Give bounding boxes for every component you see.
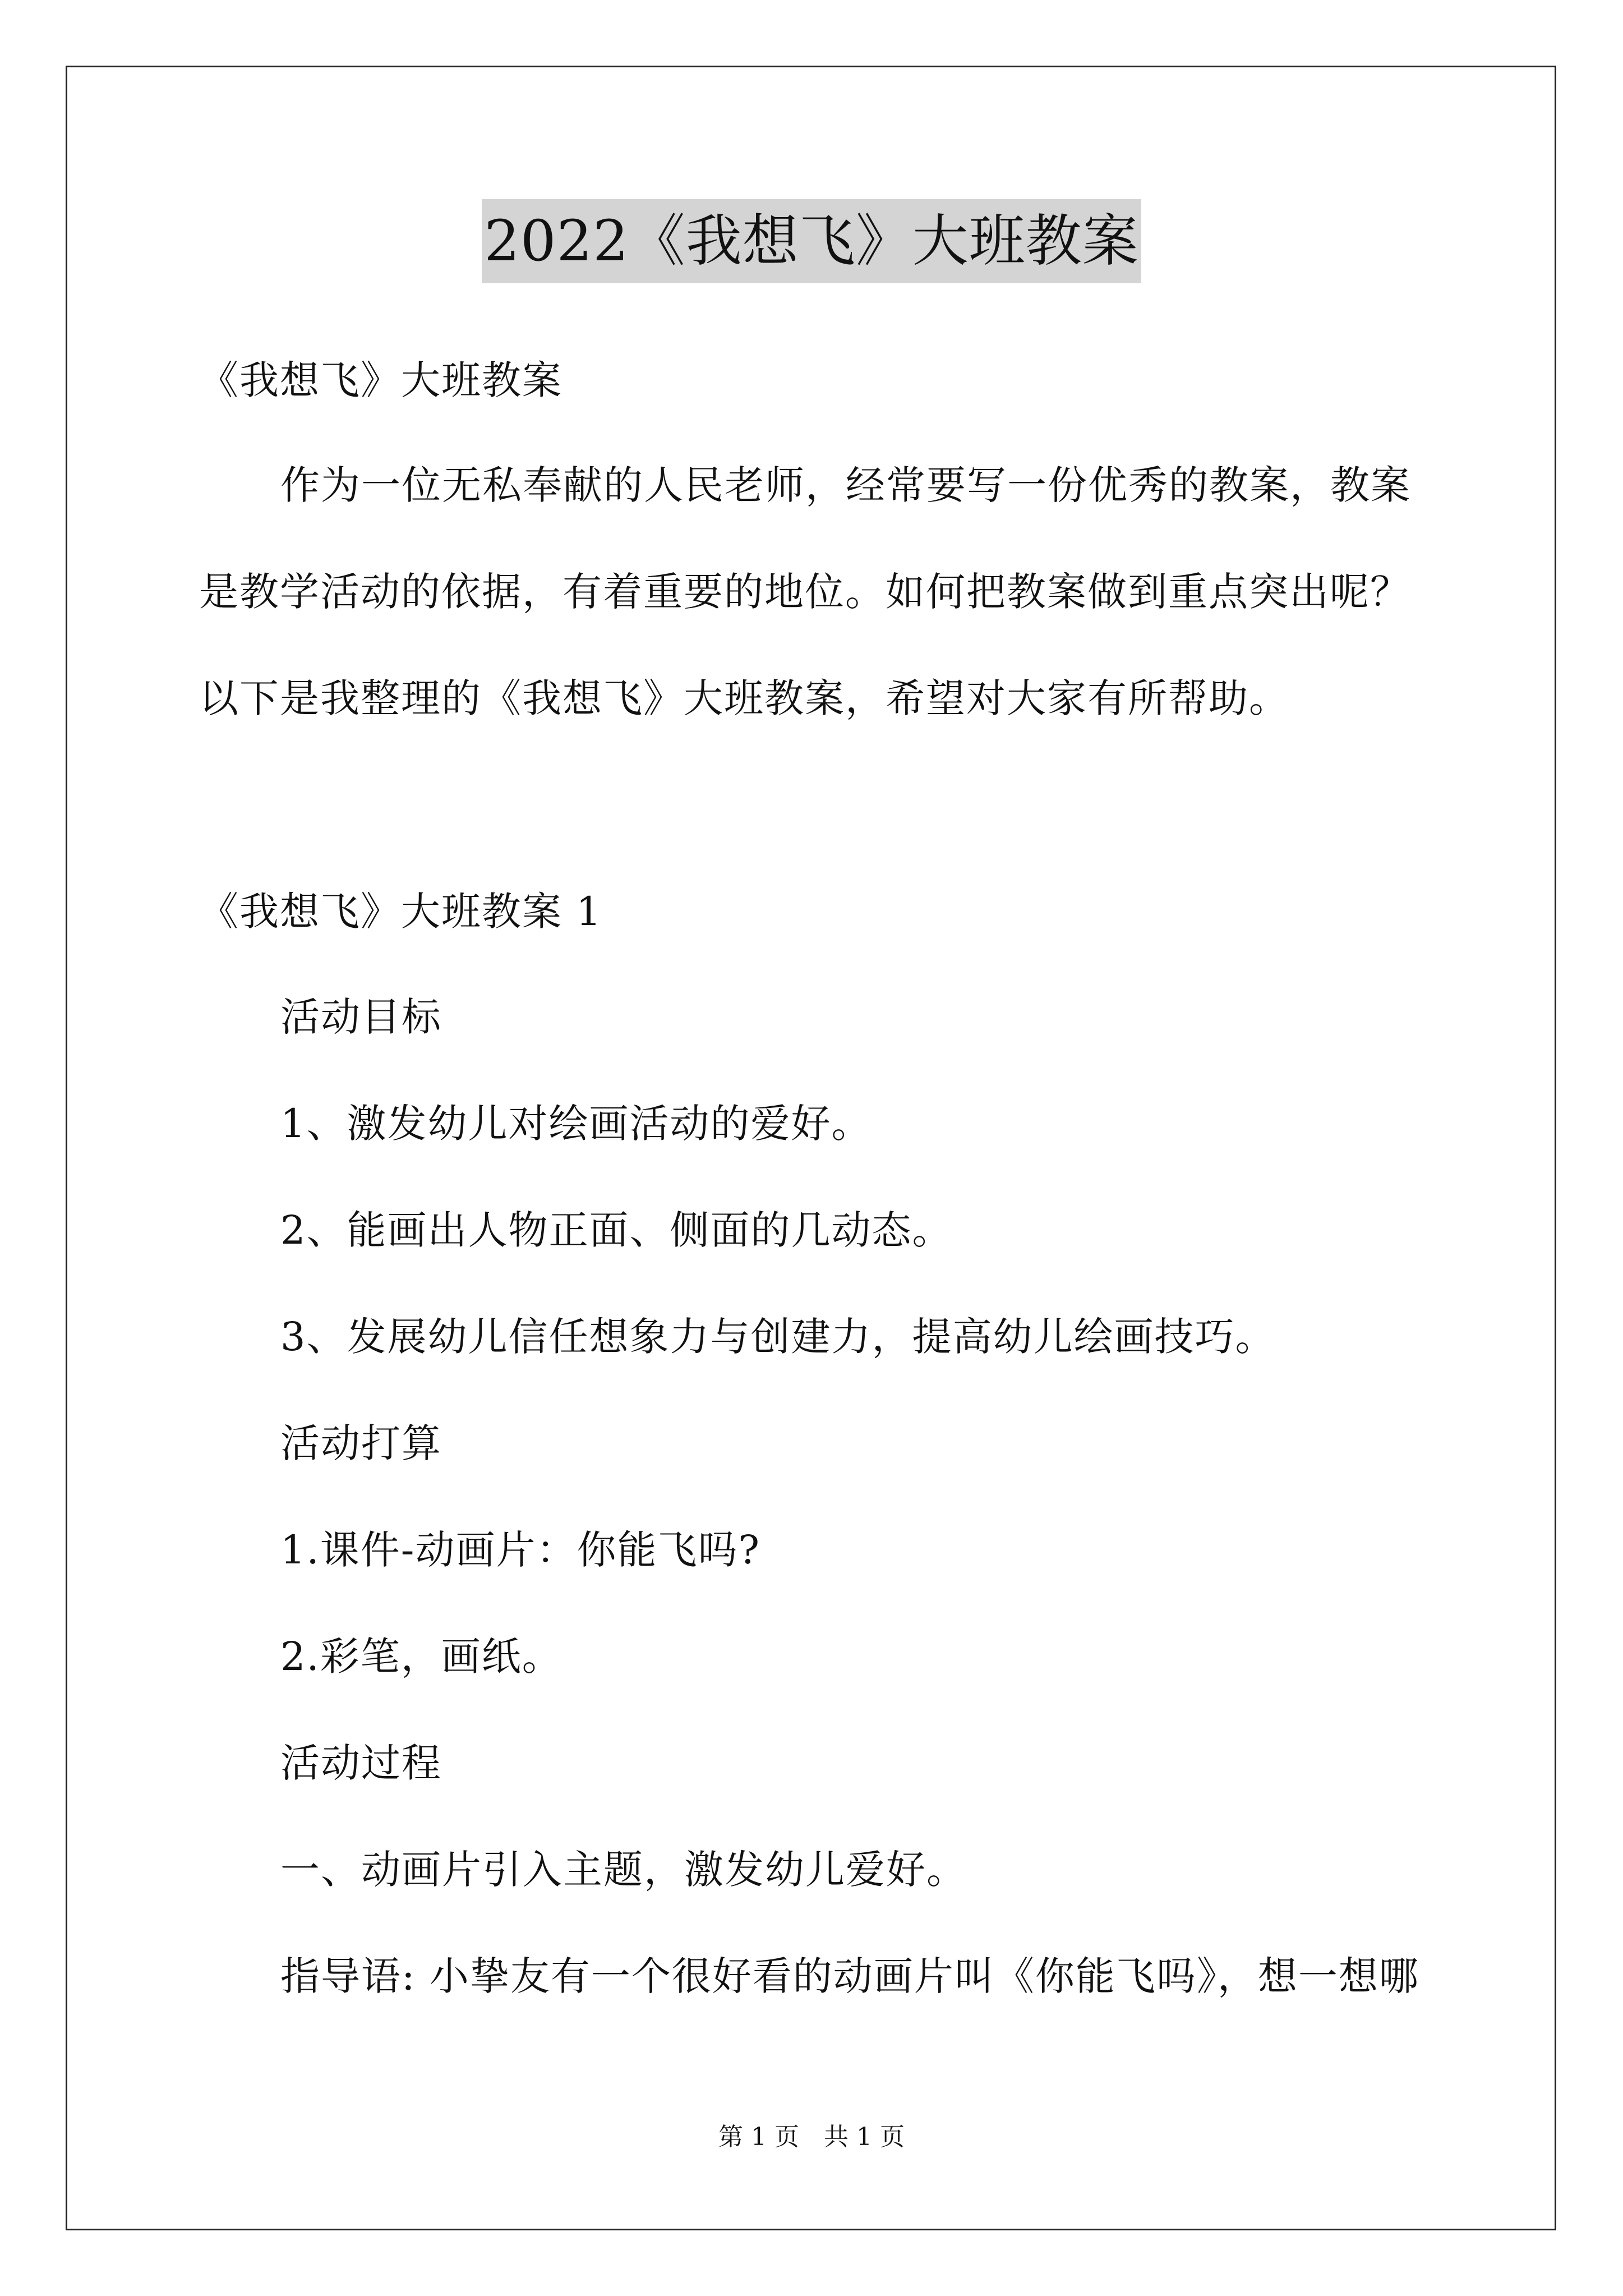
process-heading: 活动过程 <box>280 1740 442 1786</box>
goal-item-3: 3、发展幼儿信任想象力与创建力，提高幼儿绘画技巧。 <box>280 1314 1276 1360</box>
goal-item-1: 1、激发幼儿对绘画活动的爱好。 <box>280 1101 872 1147</box>
process-item-1: 一、动画片引入主题，激发幼儿爱好。 <box>280 1847 967 1893</box>
prep-item-2: 2.彩笔，画纸。 <box>280 1634 562 1680</box>
goal-item-2: 2、能画出人物正面、侧面的几动态。 <box>280 1207 953 1253</box>
process-item-2: 指导语: 小挚友有一个很好看的动画片叫《你能飞吗》，想一想哪 <box>280 1953 1419 1999</box>
section-heading: 《我想飞》大班教案 1 <box>199 889 602 935</box>
prep-item-1: 1.课件-动画片：你能飞吗? <box>280 1527 760 1573</box>
page-footer: 第 1 页 共 1 页 <box>718 2123 905 2151</box>
prep-heading: 活动打算 <box>280 1420 442 1466</box>
document-title: 2022《我想飞》大班教案 <box>482 199 1141 283</box>
title-container <box>0 199 1623 283</box>
document-subtitle: 《我想飞》大班教案 <box>199 357 562 403</box>
intro-line-1: 作为一位无私奉献的人民老师，经常要写一份优秀的教案，教案 <box>280 462 1411 508</box>
goals-heading: 活动目标 <box>280 994 442 1040</box>
intro-line-3: 以下是我整理的《我想飞》大班教案，希望对大家有所帮助。 <box>199 675 1289 721</box>
intro-line-2: 是教学活动的依据，有着重要的地位。如何把教案做到重点突出呢？ <box>199 569 1410 615</box>
